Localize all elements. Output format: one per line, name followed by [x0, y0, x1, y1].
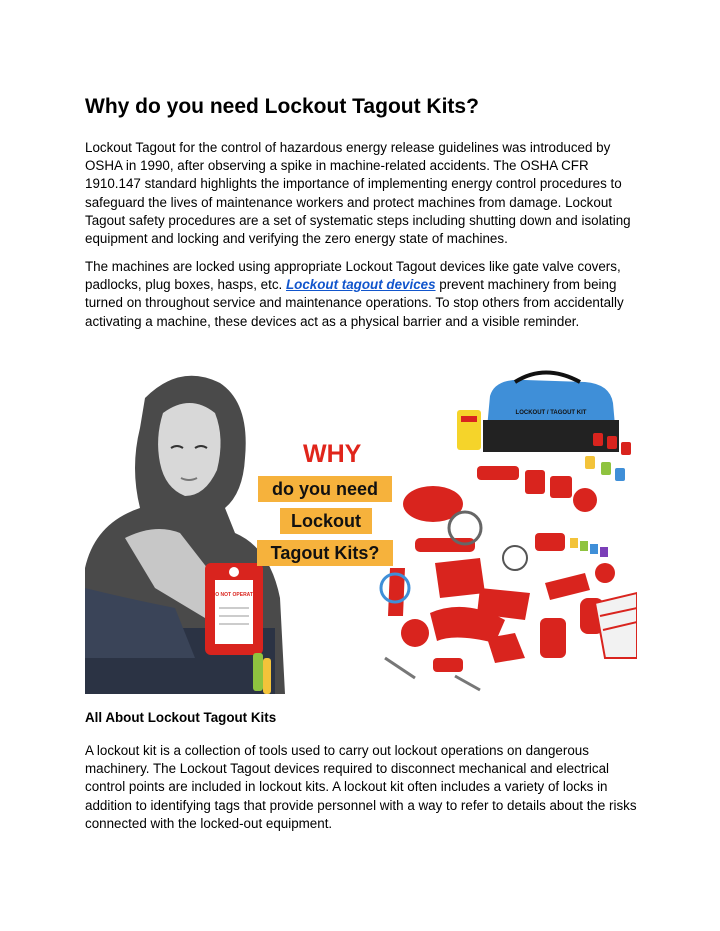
page-title: Why do you need Lockout Tagout Kits? — [85, 95, 479, 118]
tag-text: DO NOT OPERATE — [211, 592, 257, 598]
lockout-tagout-devices-link[interactable]: Lockout tagout devices — [285, 277, 436, 293]
banner-why: WHY — [303, 440, 362, 468]
devices-paragraph-text-end: prevent machinery from being turned on throughout service and maintenance operations. To stop others from accidentally activating a machine, these devices act as a physical barrier and a visible reminder. — [85, 277, 624, 329]
devices-paragraph-text: The machines are locked using appropriate Lockout Tagout devices like gate valve covers, padlocks, plug boxes, hasps, etc. — [85, 259, 621, 293]
lockout-devices — [388, 466, 615, 672]
bag-label: LOCKOUT / TAGOUT KIT — [515, 410, 587, 416]
banner-line-4: Tagout Kits? — [270, 543, 380, 563]
banner-line-2: do you need — [271, 479, 379, 499]
devices-paragraph — [85, 258, 641, 331]
intro-paragraph: Lockout Tagout for the control of hazardous energy release guidelines was introduced by OSHA in 1990, after observing a spike in machine-related accidents. The OSHA CFR 1910.147 standard highlights the importance of implementing energy control procedures to safeguard the lives of maintenance workers and protect machines from damage. Lockout Tagout safety procedures are a set of systematic steps including shutting down and isolating equipment and locking and verifying the zero energy state of machines. — [85, 140, 631, 247]
banner-line-3: Lockout — [291, 511, 361, 531]
section-heading: All About Lockout Tagout Kits — [85, 710, 277, 725]
banner-illustration — [85, 358, 637, 694]
lockout-kit-banner-image — [85, 358, 637, 694]
section-paragraph: A lockout kit is a collection of tools used to carry out lockout operations on dangerous machinery. The Lockout Tagout devices required to disconnect mechanical and electrical control points are included in lockout kits. A lockout kit often includes a variety of locks in addition to identifying tags that provide personnel with a way to refer to details about the risks connected with the locked-out equipment. — [85, 743, 637, 831]
